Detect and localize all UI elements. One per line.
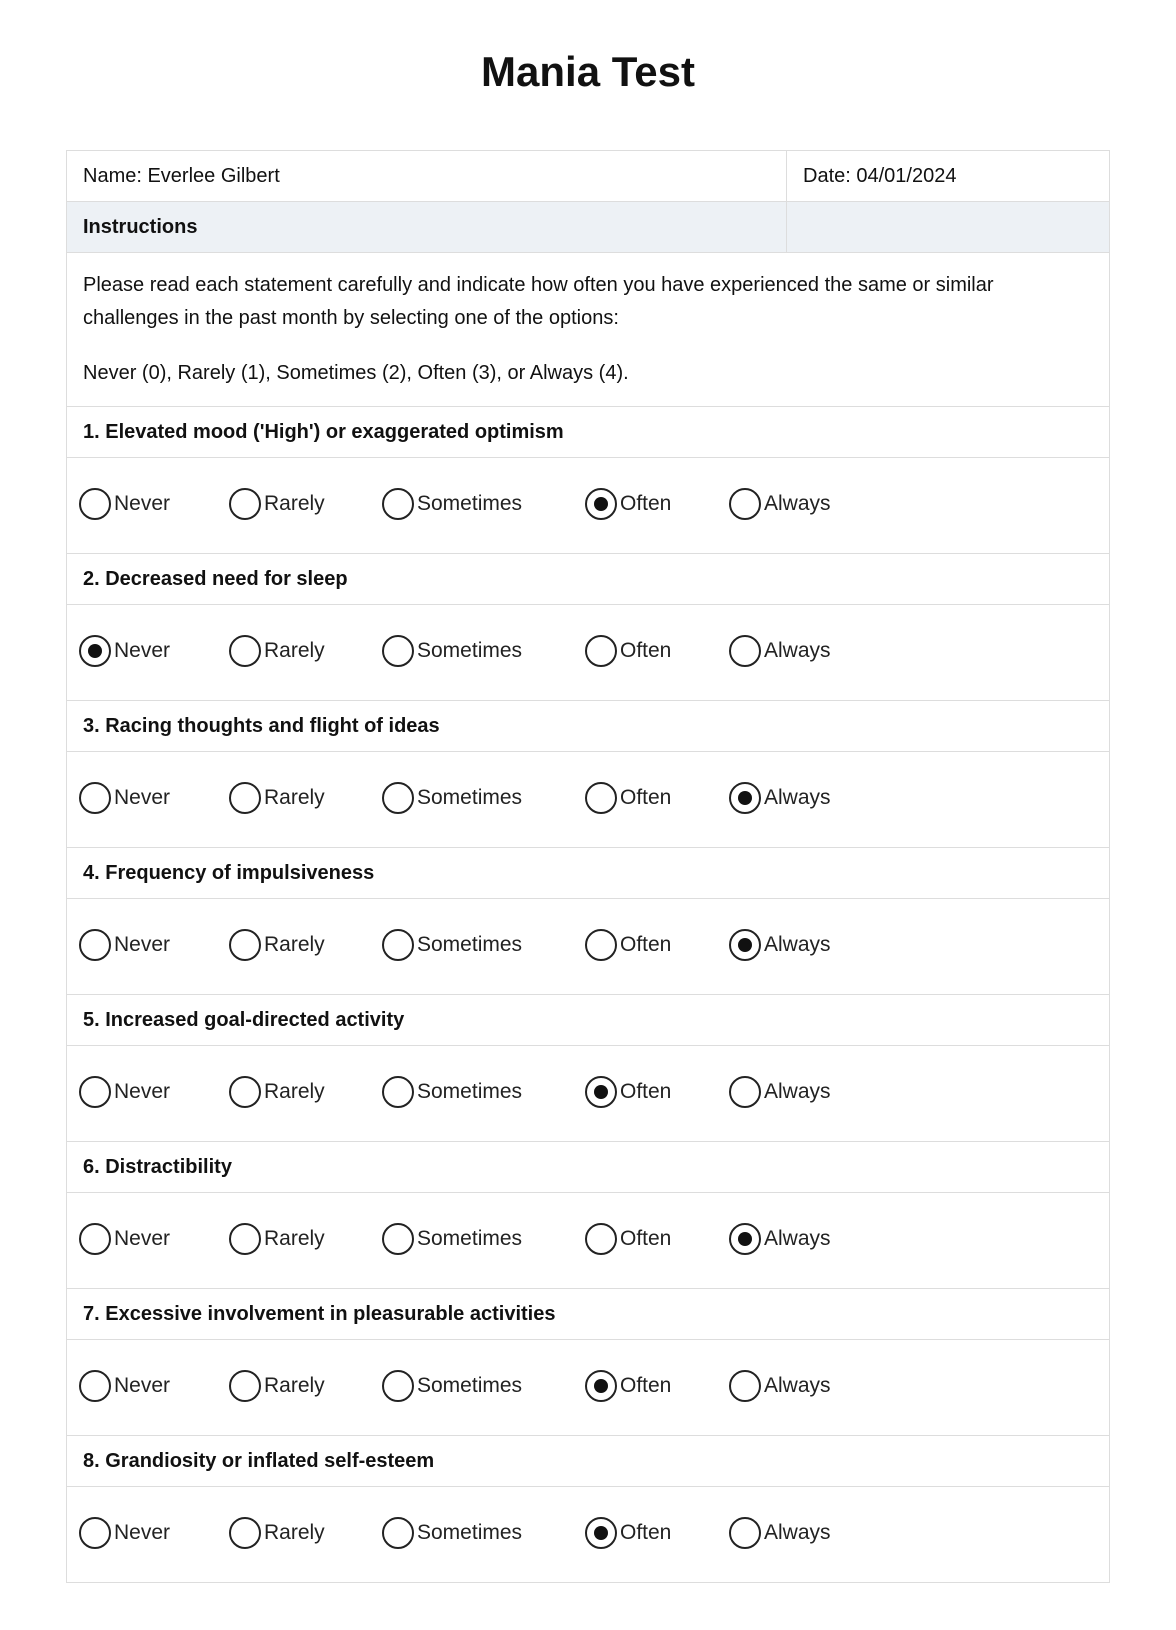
form-table [66,150,1110,1583]
question-label: 4. Frequency of impulsiveness [67,848,1109,899]
radio-button[interactable] [585,1076,617,1108]
question-label: 7. Excessive involvement in pleasurable activities [67,1289,1109,1340]
name-field[interactable] [67,151,787,201]
option-label: Rarely [264,1521,325,1544]
radio-button[interactable] [229,929,261,961]
option-always[interactable] [729,1370,831,1402]
question-options [67,1193,1109,1289]
option-often[interactable] [585,1076,671,1108]
option-label: Often [620,639,672,662]
radio-button[interactable] [585,1223,617,1255]
radio-button[interactable] [585,929,617,961]
option-often[interactable] [585,782,671,814]
option-always[interactable] [729,1076,831,1108]
radio-button[interactable] [382,1076,414,1108]
question-label: 3. Racing thoughts and flight of ideas [67,701,1109,752]
option-never[interactable] [79,782,170,814]
question-options [67,605,1109,701]
option-label: Often [620,933,672,956]
option-label: Rarely [264,1374,325,1397]
option-sometimes[interactable] [382,929,522,961]
option-rarely[interactable] [229,1223,325,1255]
option-never[interactable] [79,1076,170,1108]
option-never[interactable] [79,635,170,667]
option-label: Never [114,1227,171,1250]
radio-button[interactable] [729,1370,761,1402]
option-sometimes[interactable] [382,782,522,814]
radio-button[interactable] [79,782,111,814]
radio-button[interactable] [729,1223,761,1255]
option-rarely[interactable] [229,635,325,667]
option-always[interactable] [729,782,831,814]
radio-button[interactable] [79,488,111,520]
radio-button[interactable] [229,488,261,520]
option-always[interactable] [729,488,831,520]
option-label: Rarely [264,639,325,662]
option-label: Sometimes [417,933,523,956]
question-label: 2. Decreased need for sleep [67,554,1109,605]
radio-button[interactable] [585,1517,617,1549]
option-label: Often [620,1521,672,1544]
question-label: 8. Grandiosity or inflated self-esteem [67,1436,1109,1487]
option-label: Rarely [264,1227,325,1250]
option-label: Rarely [264,933,325,956]
question-options [67,1340,1109,1436]
option-label: Sometimes [417,1521,523,1544]
radio-button[interactable] [585,635,617,667]
radio-button[interactable] [229,1517,261,1549]
option-label: Never [114,786,171,809]
option-often[interactable] [585,488,671,520]
option-label: Never [114,1521,171,1544]
option-label: Always [764,1227,831,1250]
radio-button[interactable] [79,1223,111,1255]
radio-button[interactable] [79,1517,111,1549]
option-often[interactable] [585,929,671,961]
option-often[interactable] [585,635,671,667]
instructions-row [67,202,1109,253]
option-label: Often [620,1374,672,1397]
option-label: Sometimes [417,1374,523,1397]
option-never[interactable] [79,1223,170,1255]
option-often[interactable] [585,1517,671,1549]
option-label: Never [114,639,171,662]
option-label: Always [764,1374,831,1397]
option-label: Rarely [264,1080,325,1103]
option-sometimes[interactable] [382,1517,522,1549]
option-label: Sometimes [417,1080,523,1103]
option-label: Often [620,1080,672,1103]
date-value: 04/01/2024 [856,164,957,187]
option-rarely[interactable] [229,1517,325,1549]
option-label: Often [620,786,672,809]
option-label: Sometimes [417,1227,523,1250]
radio-button[interactable] [229,1370,261,1402]
option-label: Sometimes [417,492,523,515]
radio-button[interactable] [382,488,414,520]
name-value: Everlee Gilbert [147,164,280,187]
radio-button[interactable] [382,1517,414,1549]
question-options [67,458,1109,554]
radio-button[interactable] [729,929,761,961]
option-label: Often [620,1227,672,1250]
option-label: Never [114,933,171,956]
option-label: Always [764,1080,831,1103]
option-label: Always [764,639,831,662]
question-options [67,899,1109,995]
question-options [67,752,1109,848]
option-rarely[interactable] [229,1370,325,1402]
option-rarely[interactable] [229,929,325,961]
option-label: Sometimes [417,786,523,809]
page-title: Mania Test [481,48,695,95]
question-label: 6. Distractibility [67,1142,1109,1193]
option-label: Always [764,933,831,956]
radio-button[interactable] [229,782,261,814]
option-sometimes[interactable] [382,1076,522,1108]
radio-button[interactable] [585,488,617,520]
radio-button[interactable] [729,782,761,814]
radio-button[interactable] [382,635,414,667]
question-options [67,1046,1109,1142]
radio-button[interactable] [79,929,111,961]
radio-button[interactable] [382,1223,414,1255]
option-never[interactable] [79,1370,170,1402]
radio-button[interactable] [729,1517,761,1549]
radio-button[interactable] [79,1370,111,1402]
instructions-text: Please read each statement carefully and indicate how often you have experienced the same or similar challenges in the past month by selecting one of the options: [83,274,994,329]
scale-text: Never (0), Rarely (1), Sometimes (2), Often (3), or Always (4). [83,362,629,384]
option-label: Always [764,786,831,809]
option-label: Never [114,1374,171,1397]
radio-button[interactable] [729,1076,761,1108]
option-rarely[interactable] [229,782,325,814]
option-sometimes[interactable] [382,1223,522,1255]
option-label: Rarely [264,786,325,809]
option-label: Always [764,1521,831,1544]
radio-button[interactable] [229,635,261,667]
option-never[interactable] [79,929,170,961]
date-field[interactable] [787,151,1109,201]
option-never[interactable] [79,488,170,520]
option-label: Rarely [264,492,325,515]
radio-button[interactable] [382,782,414,814]
option-often[interactable] [585,1370,671,1402]
question-label: 5. Increased goal-directed activity [67,995,1109,1046]
radio-button[interactable] [229,1076,261,1108]
option-label: Never [114,1080,171,1103]
radio-button[interactable] [729,635,761,667]
question-options [67,1487,1109,1582]
instructions-heading: Instructions [67,202,787,252]
radio-button[interactable] [585,1370,617,1402]
radio-button[interactable] [585,782,617,814]
radio-button[interactable] [382,1370,414,1402]
option-sometimes[interactable] [382,635,522,667]
option-label: Always [764,492,831,515]
name-label: Name: [83,164,142,187]
option-always[interactable] [729,1517,831,1549]
instructions-body [67,253,1109,407]
date-label: Date: [803,164,851,187]
option-rarely[interactable] [229,488,325,520]
option-label: Often [620,492,672,515]
option-label: Sometimes [417,639,523,662]
option-sometimes[interactable] [382,488,522,520]
radio-button[interactable] [79,635,111,667]
radio-button[interactable] [229,1223,261,1255]
option-label: Never [114,492,171,515]
radio-button[interactable] [79,1076,111,1108]
option-always[interactable] [729,1223,831,1255]
option-always[interactable] [729,635,831,667]
option-never[interactable] [79,1517,170,1549]
option-rarely[interactable] [229,1076,325,1108]
option-often[interactable] [585,1223,671,1255]
question-label: 1. Elevated mood ('High') or exaggerated optimism [67,407,1109,458]
radio-button[interactable] [729,488,761,520]
header-row [67,151,1109,202]
option-sometimes[interactable] [382,1370,522,1402]
instructions-empty-cell [787,202,1109,252]
radio-button[interactable] [382,929,414,961]
option-always[interactable] [729,929,831,961]
